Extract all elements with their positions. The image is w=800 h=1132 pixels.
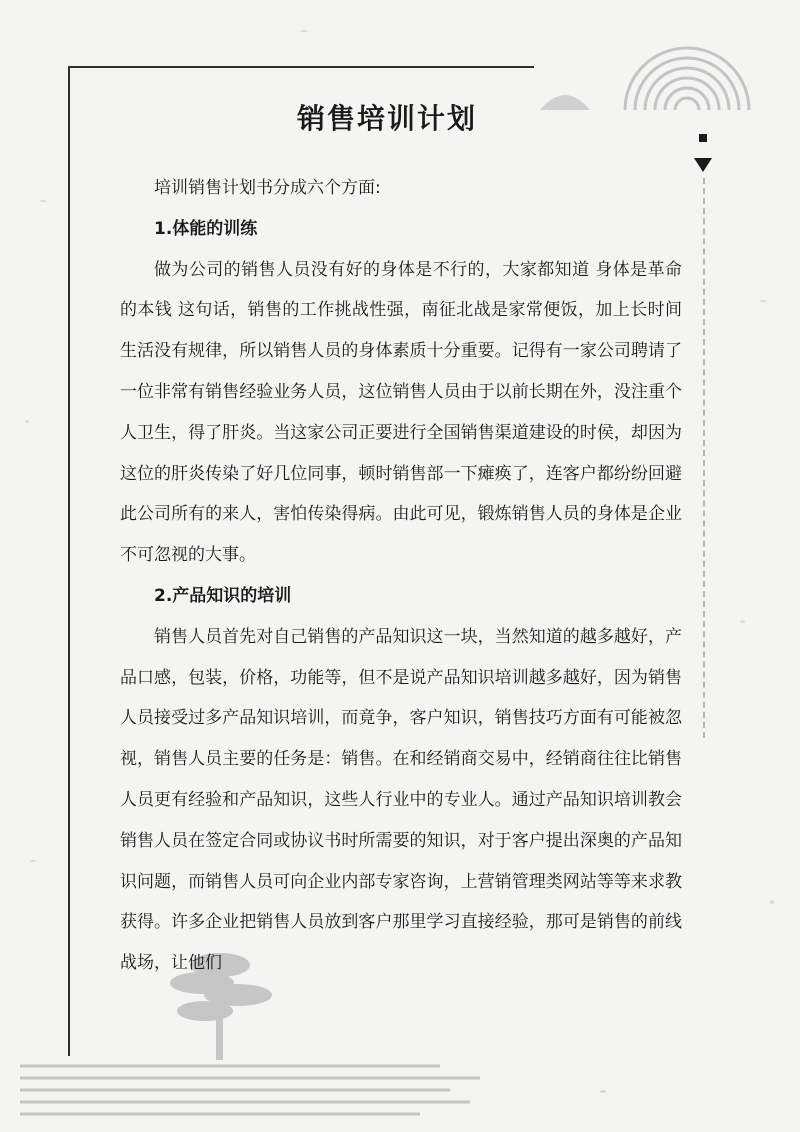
paper-texture-speck xyxy=(760,300,767,302)
section-heading-product-knowledge: 2.产品知识的培训 xyxy=(154,585,292,606)
paper-texture-speck xyxy=(300,30,308,32)
dashed-vertical-line xyxy=(703,178,705,738)
document-body xyxy=(120,168,682,984)
triangle-marker xyxy=(694,158,712,172)
document-title: 销售培训计划 xyxy=(296,102,477,135)
paper-texture-speck xyxy=(30,860,36,862)
paper-texture-speck xyxy=(770,900,774,904)
section-body-product-knowledge: 销售人员首先对自己销售的产品知识这一块，当然知道的越多越好，产品口感，包装，价格，功能等，但不是说产品知识培训越多越好，因为销售人员接受过多产品知识培训，而竟争，客户知识，销售技巧方面有可能被忽视，销售人员主要的任务是：销售。在和经销商交易中，经销商往往比销售人员更有经验和产品知识，这些人行业中的专业人。通过产品知识培训教会销售人员在签定合同或协议书时所需要的知识，对于客户提出深奥的产品知识问题，而销售人员可向企业内部专家咨询，上营销管理类网站等等来求教获得。许多企业把销售人员放到客户那里学习直接经验，那可是销售的前线战场，让他们 xyxy=(120,626,682,974)
paper-texture-speck xyxy=(600,1090,606,1093)
page-frame-left-line xyxy=(68,66,70,1056)
section-heading-physical-training: 1.体能的训练 xyxy=(154,218,258,239)
paper-texture-speck xyxy=(25,420,29,423)
section-body-physical-training: 做为公司的销售人员没有好的身体是不行的，大家都知道 身体是革命的本钱 这句话，销售的工作挑战性强，南征北战是家常便饭，加上长时间生活没有规律，所以销售人员的身体素质十分重要。记得有一家公司聘请了一位非常有销售经验业务人员，这位销售人员由于以前长期在外，没注重个人卫生，得了肝炎。当这家公司正要进行全国销售渠道建设的时侯，却因为这位的肝炎传染了好几位同事，顿时销售部一下瘫痪了，连客户都纷纷回避此公司所有的来人，害怕传染得病。由此可见，锻炼销售人员的身体是企业不可忽视的大事。 xyxy=(120,259,682,566)
page-frame-top-line xyxy=(68,66,534,68)
intro-paragraph: 培训销售计划书分成六个方面: xyxy=(154,178,381,198)
paper-texture-speck xyxy=(40,200,46,202)
bottom-stripes-decoration xyxy=(20,1060,490,1120)
paper-texture-speck xyxy=(740,620,745,623)
